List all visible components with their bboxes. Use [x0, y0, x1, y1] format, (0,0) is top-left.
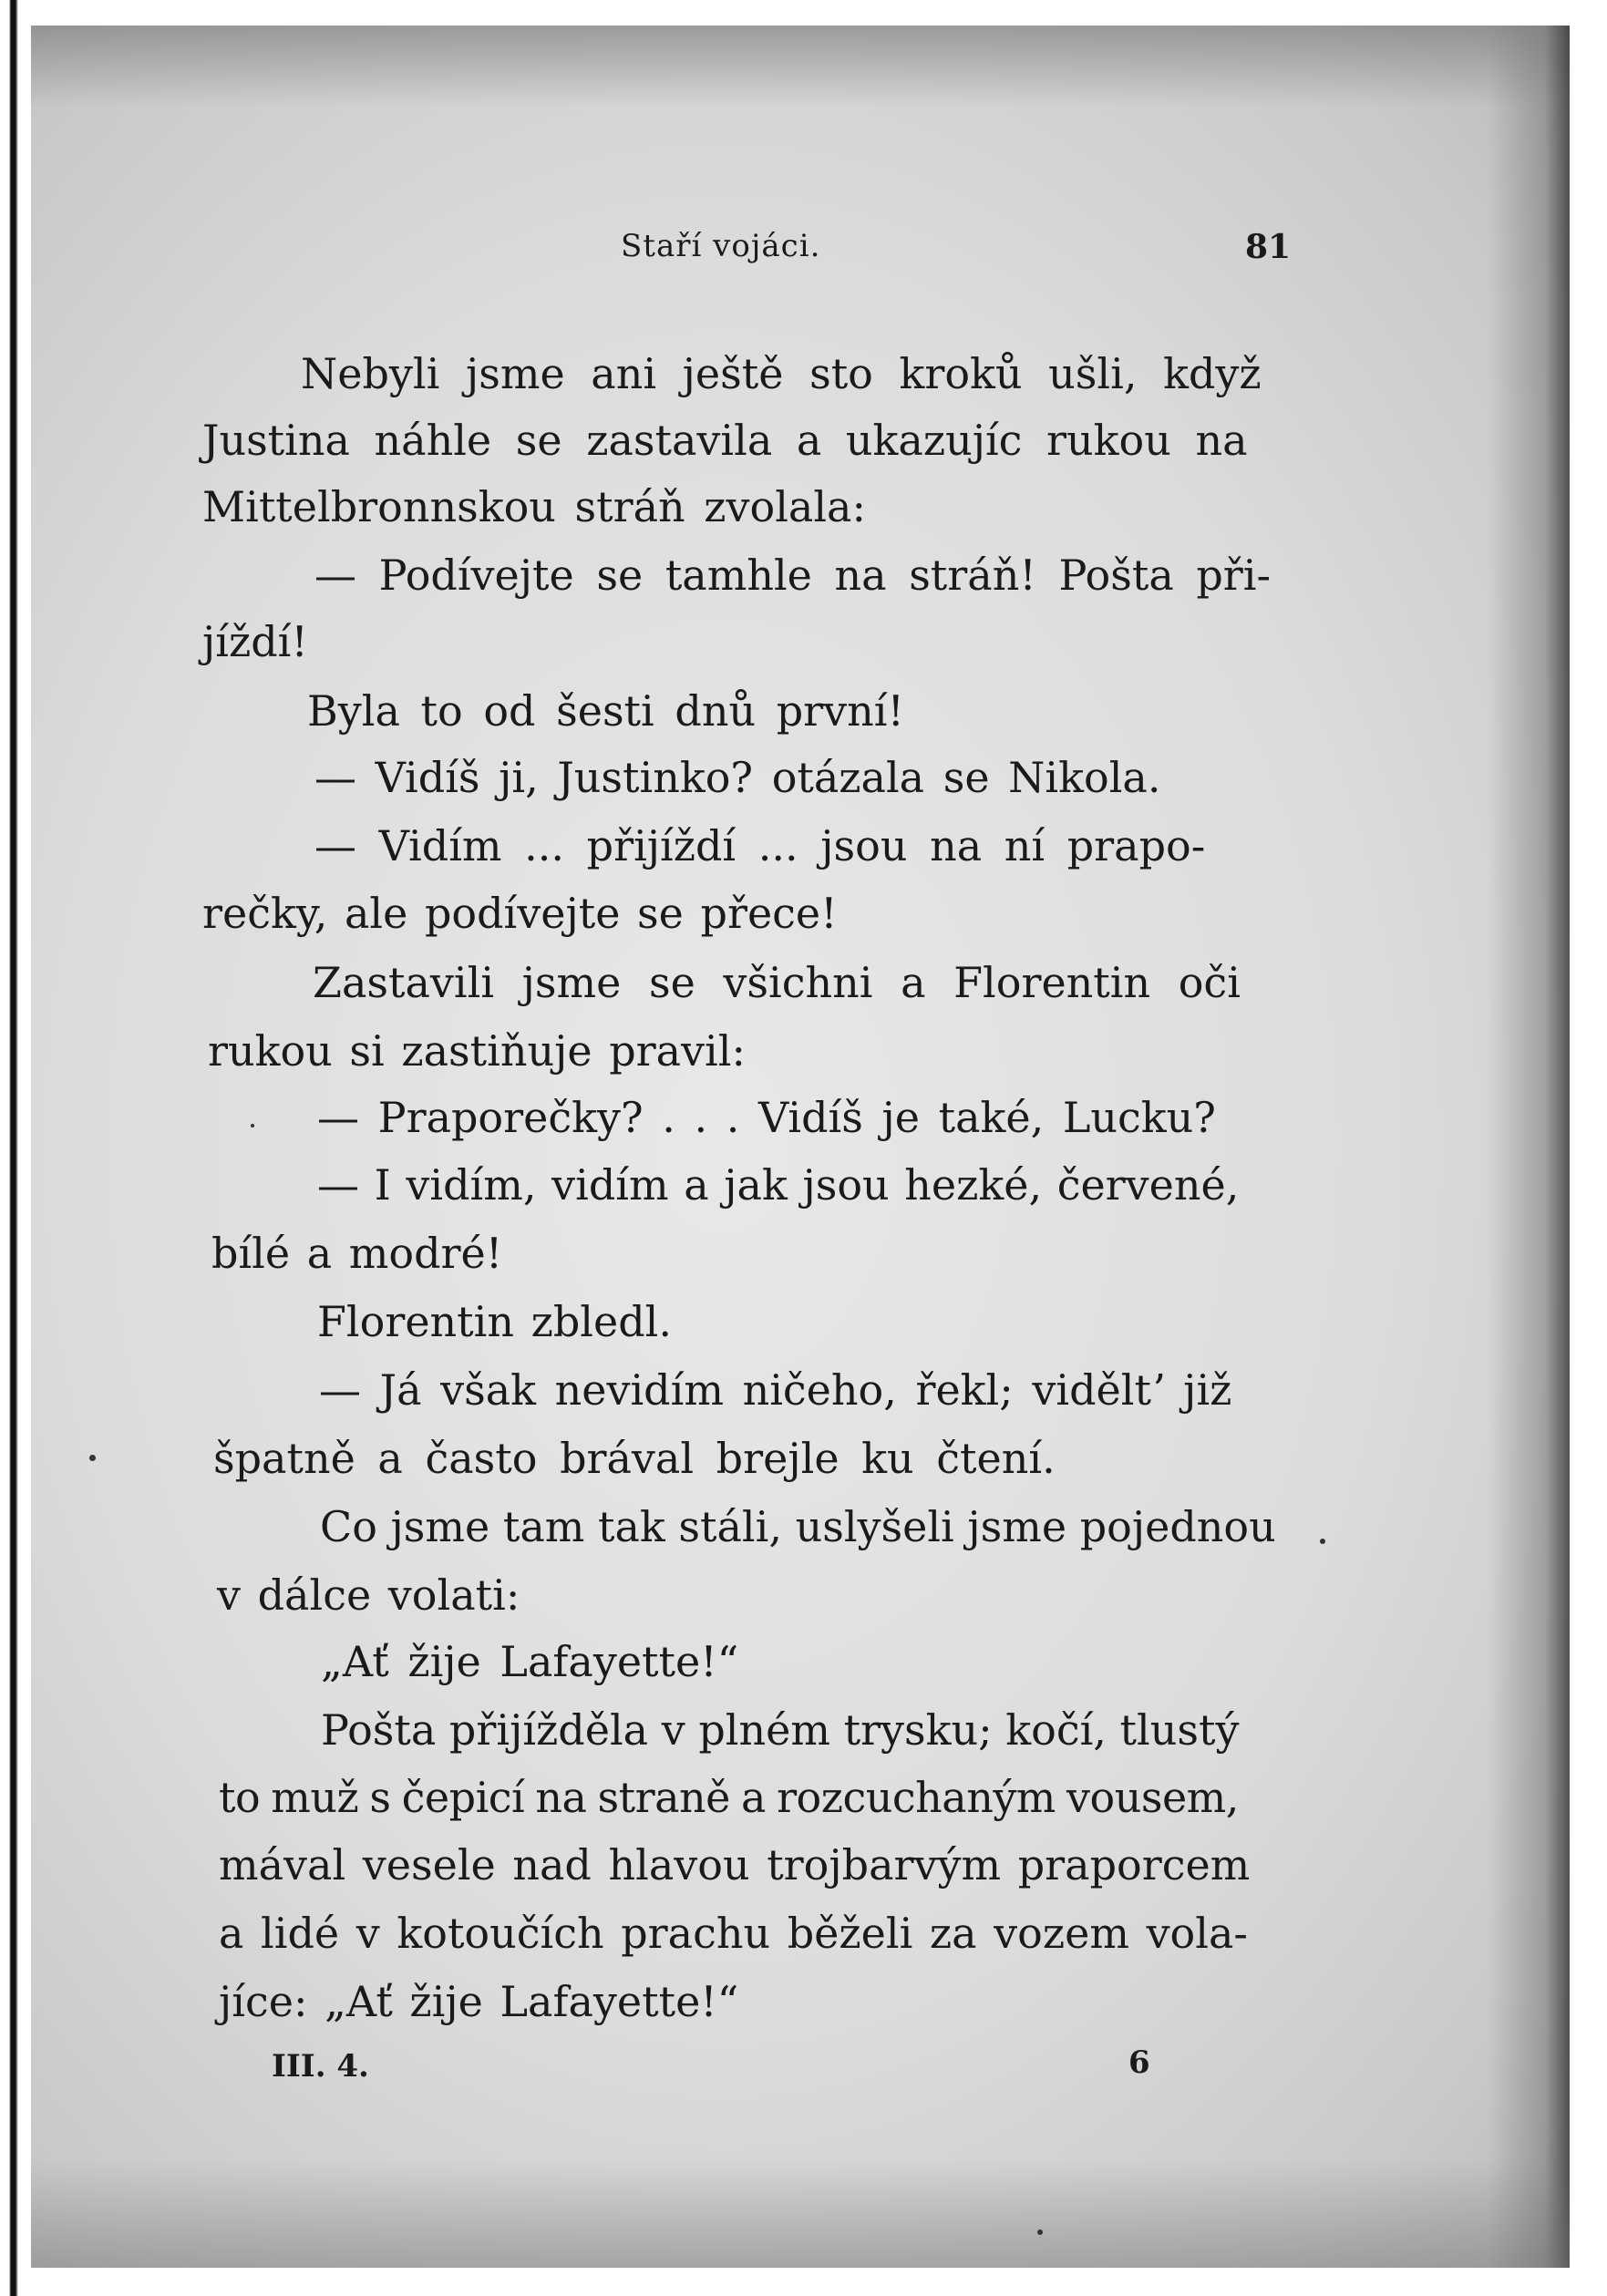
right-shadow [1488, 26, 1570, 2268]
scan-speck [1320, 1539, 1325, 1544]
text-line: Byla to od šesti dnů první! [307, 686, 904, 736]
sheet-number: 6 [1128, 2044, 1150, 2081]
page-number: 81 [1245, 228, 1292, 266]
top-shadow [31, 26, 1570, 108]
text-line: Mittelbronnskou stráň zvolala: [202, 482, 866, 531]
text-line: to muž s čepicí na straně a rozcuchaným vousem, [219, 1773, 1239, 1822]
text-line: — I vidím, vidím a jak jsou hezké, červené, [317, 1160, 1240, 1210]
text-line: Zastavili jsme se všichni a Florentin oči [313, 958, 1241, 1007]
text-line: špatně a často brával brejle ku čtení. [213, 1434, 1056, 1483]
text-line: „Ať žije Lafayette!“ [321, 1637, 739, 1686]
text-line: — Vidíš ji, Justinko? otázala se Nikola. [314, 753, 1161, 802]
scan-speck [1037, 2229, 1043, 2235]
page-left-edge [0, 0, 33, 2296]
signature-mark: III. 4. [272, 2048, 369, 2085]
text-line: rukou si zastiňuje pravil: [208, 1026, 746, 1076]
text-line: Nebyli jsme ani ještě sto kroků ušli, když [301, 349, 1262, 398]
scan-speck [251, 1124, 254, 1127]
text-line: — Já však nevidím ničeho, řekl; viděltʼ již [319, 1365, 1232, 1415]
text-line: Co jsme tam tak stáli, uslyšeli jsme pojednou [320, 1502, 1276, 1551]
text-line: — Podívejte se tamhle na stráň! Pošta při- [314, 551, 1272, 600]
text-line: — Vidím ... přijíždí ... jsou na ní prapo- [314, 821, 1206, 870]
running-header-title: Staří vojáci. [621, 228, 821, 264]
text-line: — Praporečky? . . . Vidíš je také, Lucku? [317, 1093, 1216, 1142]
scan-speck [89, 1455, 96, 1461]
text-line: Justina náhle se zastavila a ukazujíc rukou na [202, 416, 1248, 465]
bottom-shadow [31, 2158, 1570, 2268]
text-line: mával vesele nad hlavou trojbarvým praporcem [219, 1840, 1251, 1889]
text-line: a lidé v kotoučích prachu běželi za vozem vola- [219, 1909, 1248, 1958]
text-line: rečky, ale podívejte se přece! [202, 889, 838, 938]
text-line: jíždí! [202, 617, 308, 666]
text-line: jíce: „Ať žije Lafayette!“ [219, 1977, 739, 2026]
text-line: bílé a modré! [211, 1229, 503, 1278]
text-line: Pošta přijížděla v plném trysku; kočí, tlustý [321, 1705, 1240, 1755]
text-line: Florentin zbledl. [317, 1297, 673, 1346]
text-line: v dálce volati: [217, 1570, 520, 1620]
